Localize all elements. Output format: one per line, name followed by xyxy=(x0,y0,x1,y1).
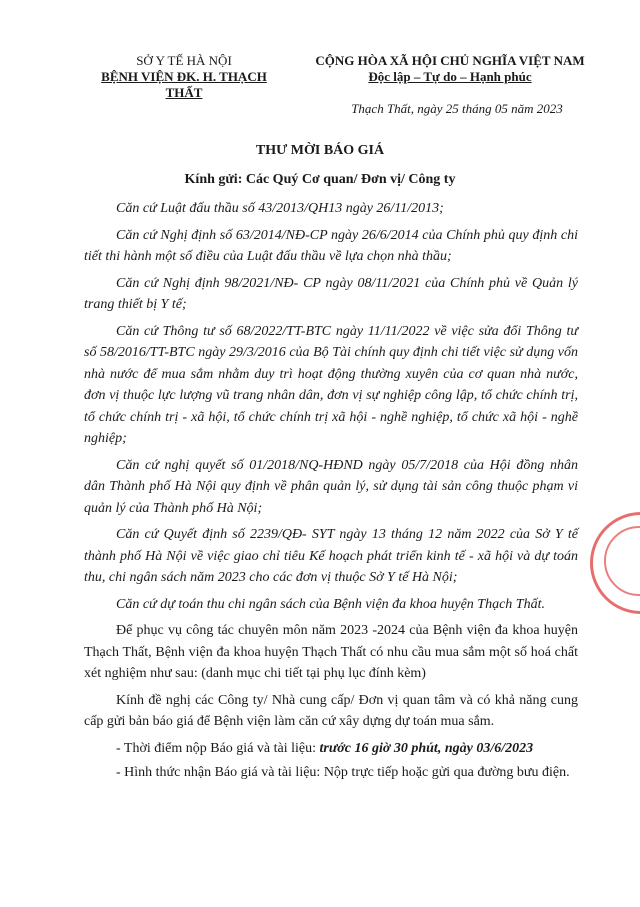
legal-basis-6: Căn cứ Quyết định số 2239/QĐ- SYT ngày 13 tháng 12 năm 2022 của Sở Y tế thành phố Hà Nội về việc giao chỉ tiêu Kế hoạch phát triển kinh tế - xã hội và dự toán thu, chi ngân sách năm 2023 cho các đơn vị thuộc Sở Y tế Hà Nội; xyxy=(84,527,578,585)
issuer-header xyxy=(84,53,284,101)
legal-basis-7: Căn cứ dự toán thu chi ngân sách của Bệnh viện đa khoa huyện Thạch Thất. xyxy=(116,596,545,612)
submission-method-line: - Hình thức nhận Báo giá và tài liệu: Nộp trực tiếp hoặc gửi qua đường bưu điện. xyxy=(116,765,570,780)
legal-basis-4: Căn cứ Thông tư số 68/2022/TT-BTC ngày 11/11/2022 về việc sửa đổi Thông tư số 58/2016/TT-BTC ngày 29/3/2016 của Bộ Tài chính quy định chi tiết việc sử dụng vốn nhà nước để mua sắm nhằm duy trì hoạt động thường xuyên của cơ quan nhà nước, đơn vị thuộc lực lượng vũ trang nhân dân, đơn vị sự nghiệp công lập, tổ chức chính trị, tổ chức chính trị - xã hội, tổ chức chính trị xã hội - nghề nghiệp, tổ chức xã hội - nghề nghiệp; xyxy=(84,323,578,446)
national-title: CỘNG HÒA XÃ HỘI CHỦ NGHĨA VIỆT NAM xyxy=(315,53,585,68)
legal-basis-2: Căn cứ Nghị định số 63/2014/NĐ-CP ngày 26/6/2014 của Chính phủ quy định chi tiết thi hành một số điều của Luật đấu thầu về lựa chọn nhà thầu; xyxy=(84,227,578,264)
deadline-value: trước 16 giờ 30 phút, ngày 03/6/2023 xyxy=(319,740,534,756)
legal-basis-5: Căn cứ nghị quyết số 01/2018/NQ-HĐND ngày 05/7/2018 của Hội đồng nhân dân Thành phố Hà Nội quy định về phân quản lý, sử dụng tài sản công thuộc phạm vi quản lý của Thành phố Hà Nội; xyxy=(84,457,578,516)
deadline-line xyxy=(84,738,578,760)
issuer-hospital: BỆNH VIỆN ĐK. H. THẠCH THẤT xyxy=(101,69,267,100)
document-date: Thạch Thất, ngày 25 tháng 05 năm 2023 xyxy=(351,101,563,116)
recipient-line: Kính gửi: Các Quý Cơ quan/ Đơn vị/ Công ty xyxy=(184,172,456,187)
document-title: THƯ MỜI BÁO GIÁ xyxy=(255,143,385,158)
document-body xyxy=(84,198,578,789)
legal-basis-3: Căn cứ Nghị định 98/2021/NĐ- CP ngày 08/11/2021 của Chính phủ về Quản lý trang thiết bị Y tế; xyxy=(84,275,578,312)
national-header xyxy=(300,53,600,85)
national-motto: Độc lập – Tự do – Hạnh phúc xyxy=(368,69,532,84)
request-paragraph: Kính đề nghị các Công ty/ Nhà cung cấp/ Đơn vị quan tâm và có khả năng cung cấp gửi bản báo giá để Bệnh viện làm căn cứ xây dựng dự toán mua sắm. xyxy=(84,692,578,729)
purpose-paragraph: Để phục vụ công tác chuyên môn năm 2023 -2024 của Bệnh viện đa khoa huyện Thạch Thất, Bệnh viện đa khoa huyện Thạch Thất có nhu cầu mua sắm một số hoá chất xét nghiệm như sau: (danh mục chi tiết tại phụ lục đính kèm) xyxy=(84,623,578,681)
issuer-department: SỞ Y TẾ HÀ NỘI xyxy=(136,53,232,68)
legal-basis-1: Căn cứ Luật đấu thầu số 43/2013/QH13 ngày 26/11/2013; xyxy=(116,201,444,216)
deadline-label: - Thời điểm nộp Báo giá và tài liệu: xyxy=(116,740,320,756)
